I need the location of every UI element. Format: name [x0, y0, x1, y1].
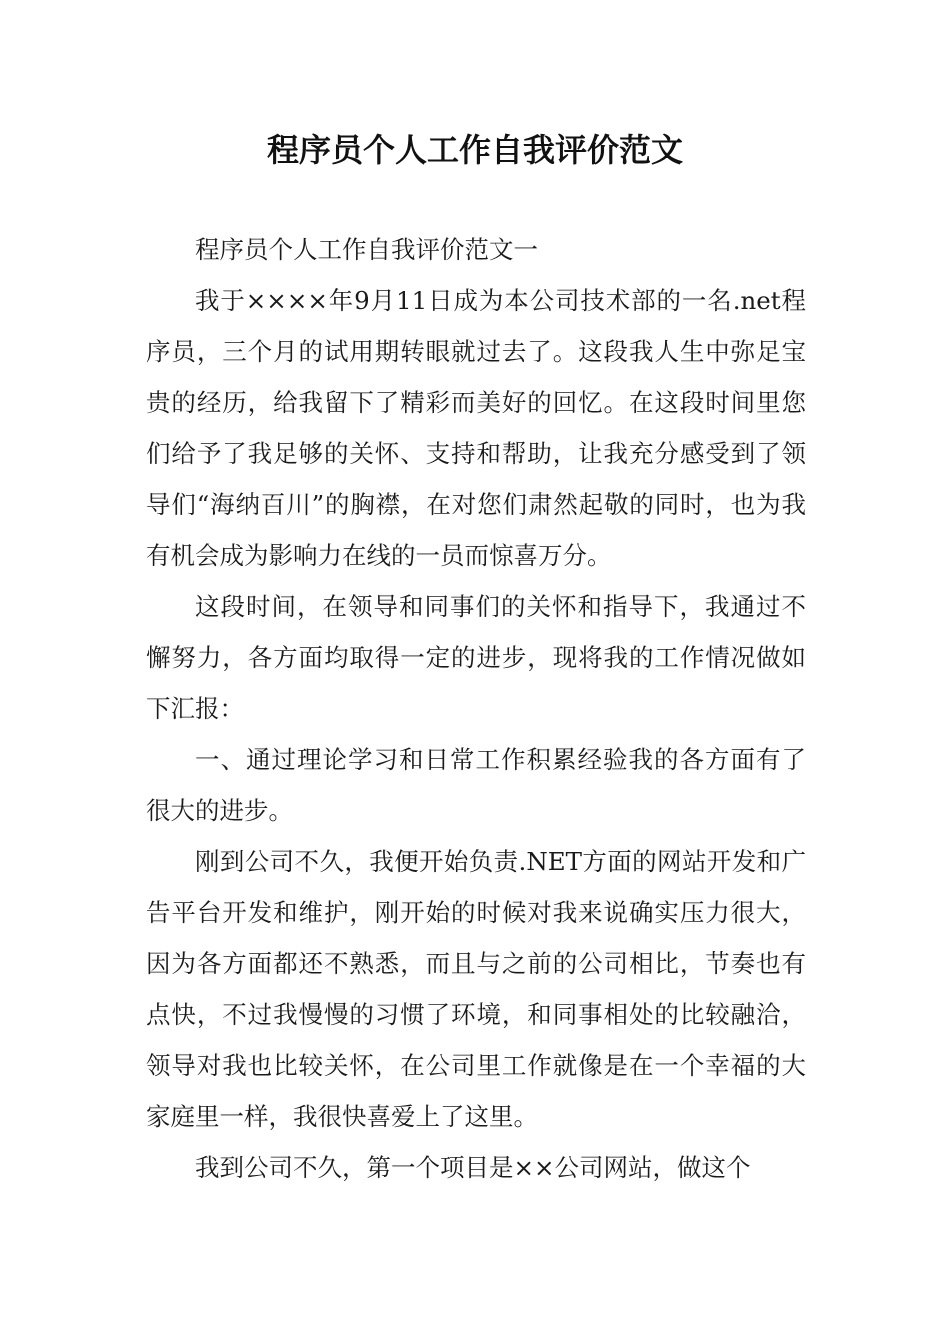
section-heading: 程序员个人工作自我评价范文一 [195, 235, 538, 264]
document-body [146, 224, 806, 1193]
paragraph: 一、通过理论学习和日常工作积累经验我的各方面有了很大的进步。 [146, 745, 806, 825]
paragraph: 这段时间，在领导和同事们的关怀和指导下，我通过不懈努力，各方面均取得一定的进步，现将我的工作情况做如下汇报： [146, 592, 806, 723]
document-title: 程序员个人工作自我评价范文 [266, 131, 683, 169]
paragraph: 刚到公司不久，我便开始负责.NET方面的网站开发和广告平台开发和维护，刚开始的时候对我来说确实压力很大，因为各方面都还不熟悉，而且与之前的公司相比，节奏也有点快，不过我慢慢的习惯了环境，和同事相处的比较融洽，领导对我也比较关怀，在公司里工作就像是在一个幸福的大家庭里一样，我很快喜爱上了这里。 [146, 847, 806, 1131]
paragraph: 我于××××年9月11日成为本公司技术部的一名.net程序员，三个月的试用期转眼就过去了。这段我人生中弥足宝贵的经历，给我留下了精彩而美好的回忆。在这段时间里您们给予了我足够的关怀、支持和帮助，让我充分感受到了领导们“海纳百川”的胸襟，在对您们肃然起敬的同时，也为我有机会成为影响力在线的一员而惊喜万分。 [146, 286, 806, 570]
paragraph: 我到公司不久，第一个项目是××公司网站，做这个 [195, 1153, 751, 1182]
